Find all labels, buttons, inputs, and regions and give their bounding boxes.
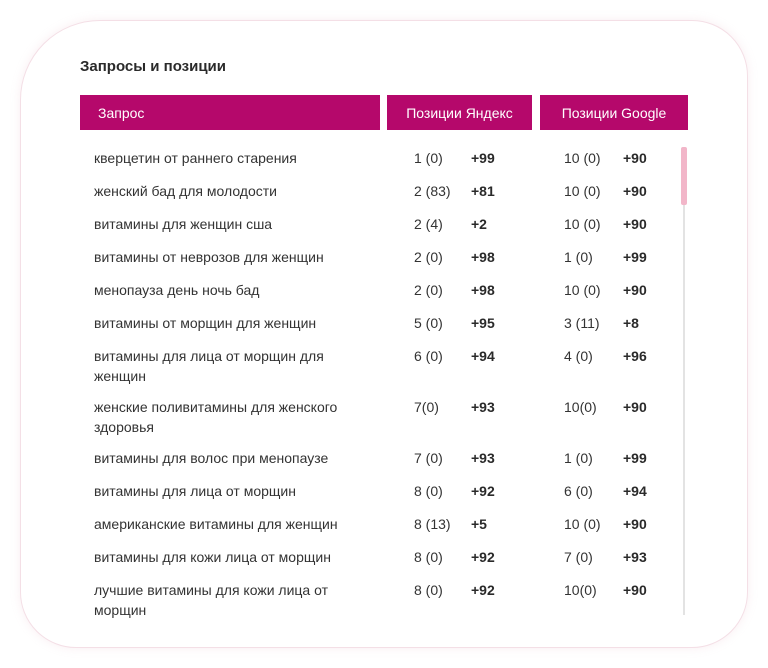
table-row [80,545,680,578]
table-row [80,446,680,479]
table-row [80,578,680,629]
table-row [80,179,680,212]
yandex-delta: +5 [471,516,487,532]
yandex-delta: +98 [471,282,495,298]
google-position: 1 (0) [564,450,593,466]
yandex-position: 2 (4) [414,216,443,232]
query-text: менопауза день ночь бад [94,282,260,298]
google-delta: +90 [623,399,647,415]
yandex-position: 5 (0) [414,315,443,331]
query-text: женский бад для молодости [94,183,277,199]
google-position: 10 (0) [564,183,601,199]
yandex-position: 2 (0) [414,282,443,298]
yandex-position: 2 (0) [414,249,443,265]
google-delta: +96 [623,348,647,364]
google-position: 10(0) [564,399,597,415]
google-delta: +8 [623,315,639,331]
yandex-position: 8 (13) [414,516,451,532]
column-header-query: Запрос [80,95,380,130]
yandex-delta: +98 [471,249,495,265]
google-delta: +90 [623,183,647,199]
table-row [80,245,680,278]
yandex-delta: +93 [471,399,495,415]
table-row [80,311,680,344]
google-delta: +99 [623,450,647,466]
google-position: 10 (0) [564,216,601,232]
table-row [80,146,680,179]
google-position: 6 (0) [564,483,593,499]
table-row [80,212,680,245]
google-delta: +90 [623,282,647,298]
yandex-delta: +94 [471,348,495,364]
query-text: американские витамины для женщин [94,516,338,532]
google-position: 3 (11) [564,315,600,331]
yandex-position: 8 (0) [414,582,443,598]
query-text: витамины для женщин сша [94,216,273,232]
google-position: 7 (0) [564,549,593,565]
yandex-position: 8 (0) [414,549,443,565]
google-delta: +94 [623,483,647,499]
google-delta: +90 [623,516,647,532]
positions-list[interactable] [80,146,680,629]
google-position: 1 (0) [564,249,593,265]
yandex-position: 6 (0) [414,348,443,364]
table-row [80,479,680,512]
query-text: лучшие витамины для кожи лица от морщин [94,582,328,618]
query-text: витамины для лица от морщин для женщин [94,348,324,384]
yandex-position: 7 (0) [414,450,443,466]
google-position: 4 (0) [564,348,593,364]
table-row [80,512,680,545]
table-row [80,278,680,311]
query-text: витамины для кожи лица от морщин [94,549,331,565]
yandex-delta: +95 [471,315,495,331]
google-position: 10 (0) [564,516,601,532]
yandex-delta: +93 [471,450,495,466]
yandex-position: 2 (83) [414,183,451,199]
google-delta: +90 [623,216,647,232]
query-text: витамины для волос при менопаузе [94,450,329,466]
table-row [80,344,680,395]
google-position: 10 (0) [564,150,601,166]
yandex-position: 8 (0) [414,483,443,499]
google-delta: +93 [623,549,647,565]
yandex-delta: +92 [471,582,495,598]
column-header-yandex: Позиции Яндекс [387,95,532,130]
yandex-position: 7(0) [414,399,439,415]
query-text: витамины для лица от морщин [94,483,296,499]
yandex-position: 1 (0) [414,150,443,166]
query-text: витамины от неврозов для женщин [94,249,324,265]
google-delta: +99 [623,249,647,265]
scrollbar-thumb[interactable] [681,147,687,205]
yandex-delta: +2 [471,216,487,232]
column-header-google: Позиции Google [540,95,688,130]
google-position: 10 (0) [564,282,601,298]
section-title: Запросы и позиции [80,58,227,75]
yandex-delta: +81 [471,183,495,199]
query-text: кверцетин от раннего старения [94,150,297,166]
scrollbar-track[interactable] [683,147,685,615]
query-text: женские поливитамины для женского здоровья [94,399,338,435]
yandex-delta: +92 [471,549,495,565]
google-delta: +90 [623,582,647,598]
query-text: витамины от морщин для женщин [94,315,317,331]
google-position: 10(0) [564,582,597,598]
google-delta: +90 [623,150,647,166]
table-row [80,395,680,446]
yandex-delta: +99 [471,150,495,166]
yandex-delta: +92 [471,483,495,499]
